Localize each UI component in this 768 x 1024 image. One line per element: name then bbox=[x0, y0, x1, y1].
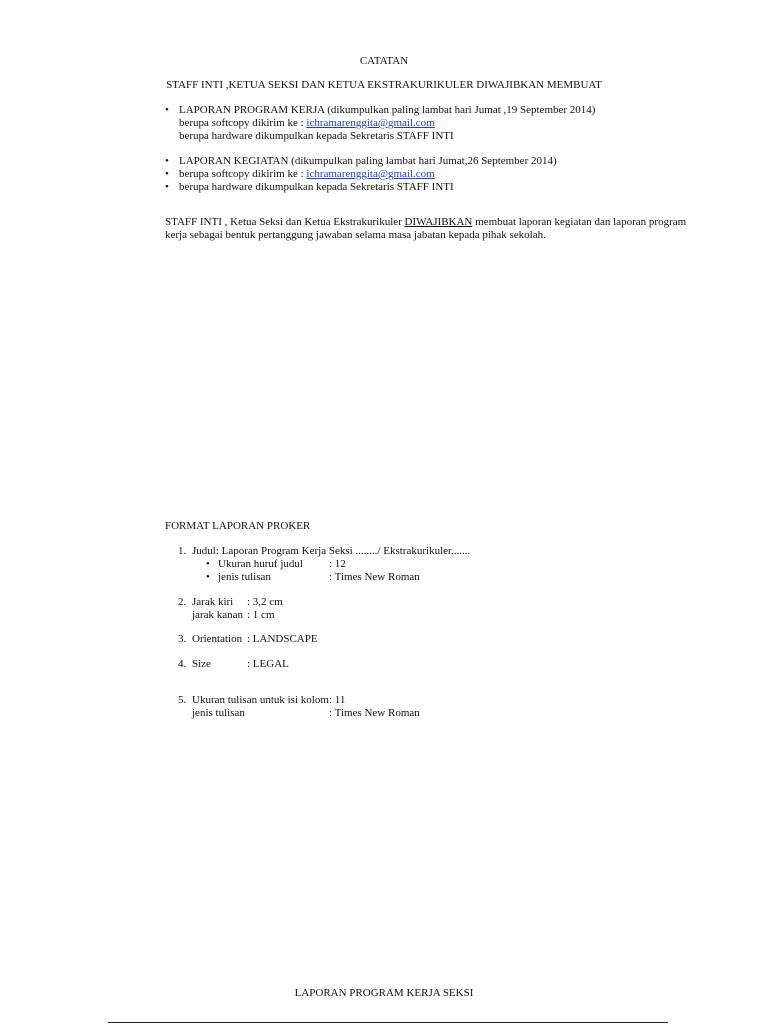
item-value: : LANDSCAPE bbox=[247, 633, 318, 645]
list-item-laporan-program-kerja bbox=[165, 104, 595, 117]
format-heading: FORMAT LAPORAN PROKER bbox=[165, 520, 311, 532]
item-number: 3. bbox=[178, 633, 187, 645]
format-item-5 bbox=[178, 694, 329, 707]
item-label: Orientation bbox=[192, 633, 243, 645]
document-subtitle: STAFF INTI ,KETUA SEKSI DAN KETUA EKSTRAKURIKULER DIWAJIBKAN MEMBUAT bbox=[166, 79, 602, 91]
bullet-icon: • bbox=[206, 571, 210, 583]
item-label: jarak kanan bbox=[192, 609, 243, 621]
list-item-detail bbox=[179, 117, 435, 130]
bullet-icon: • bbox=[165, 104, 169, 116]
divider bbox=[108, 1022, 668, 1023]
subitem-value: : Times New Roman bbox=[329, 571, 420, 583]
item-label: LAPORAN KEGIATAN bbox=[179, 155, 289, 167]
item-value: : LEGAL bbox=[247, 658, 289, 670]
item-number: 1. bbox=[178, 545, 187, 557]
format-item-2 bbox=[178, 596, 233, 609]
email-link[interactable]: ichramarenggita@gmail.com bbox=[306, 117, 435, 129]
format-item-3 bbox=[178, 633, 242, 646]
item-label: Jarak kiri bbox=[192, 596, 234, 608]
item-number: 2. bbox=[178, 596, 187, 608]
bullet-icon: • bbox=[165, 181, 169, 193]
document-title: CATATAN bbox=[359, 55, 409, 67]
format-item-1 bbox=[178, 545, 470, 558]
item-label: Size bbox=[192, 658, 211, 670]
item-number: 4. bbox=[178, 658, 187, 670]
item-number: 5. bbox=[178, 694, 187, 706]
list-item-laporan-kegiatan bbox=[165, 155, 557, 168]
subitem-value: : 12 bbox=[329, 558, 346, 570]
item-note: (dikumpulkan paling lambat hari Jumat,26 September 2014) bbox=[288, 155, 557, 167]
bullet-icon: • bbox=[165, 155, 169, 167]
detail-text: berupa softcopy dikirim ke : bbox=[179, 117, 307, 129]
footer-title: LAPORAN PROGRAM KERJA SEKSI bbox=[294, 987, 474, 999]
paragraph-line-1 bbox=[165, 216, 686, 229]
list-item-softcopy bbox=[165, 168, 435, 181]
emphasis-text: DIWAJIBKAN bbox=[404, 216, 473, 228]
list-item-hardware bbox=[165, 181, 454, 194]
paragraph-line-2: kerja sebagai bentuk pertanggung jawaban selama masa jabatan kepada pihak sekolah. bbox=[165, 229, 546, 241]
list-item-detail: berupa hardware dikumpulkan kepada Sekretaris STAFF INTI bbox=[179, 130, 454, 142]
format-subitem bbox=[206, 558, 303, 571]
paragraph-text: STAFF INTI , Ketua Seksi dan Ketua Ekstrakurikuler bbox=[165, 216, 405, 228]
item-note: (dikumpulkan paling lambat hari Jumat ,19 September 2014) bbox=[324, 104, 596, 116]
item-value: : Times New Roman bbox=[329, 707, 420, 719]
format-item-4 bbox=[178, 658, 211, 671]
subitem-label: jenis tulisan bbox=[218, 571, 271, 583]
item-label: jenis tulisan bbox=[192, 707, 245, 719]
item-text: Judul: Laporan Program Kerja Seksi ......../ Ekstrakurikuler....... bbox=[192, 545, 471, 557]
item-label: Ukuran tulisan untuk isi kolom bbox=[192, 694, 329, 706]
item-value: : 11 bbox=[329, 694, 346, 706]
detail-text: berupa hardware dikumpulkan kepada Sekretaris STAFF INTI bbox=[179, 181, 454, 193]
email-link[interactable]: ichramarenggita@gmail.com bbox=[306, 168, 435, 180]
subitem-label: Ukuran huruf judul bbox=[218, 558, 303, 570]
format-subitem bbox=[206, 571, 271, 584]
item-value: : 1 cm bbox=[247, 609, 275, 621]
item-value: : 3,2 cm bbox=[247, 596, 283, 608]
detail-text: berupa softcopy dikirim ke : bbox=[179, 168, 307, 180]
paragraph-text: membuat laporan kegiatan dan laporan program bbox=[472, 216, 687, 228]
bullet-icon: • bbox=[165, 168, 169, 180]
item-label: LAPORAN PROGRAM KERJA bbox=[179, 104, 325, 116]
bullet-icon: • bbox=[206, 558, 210, 570]
